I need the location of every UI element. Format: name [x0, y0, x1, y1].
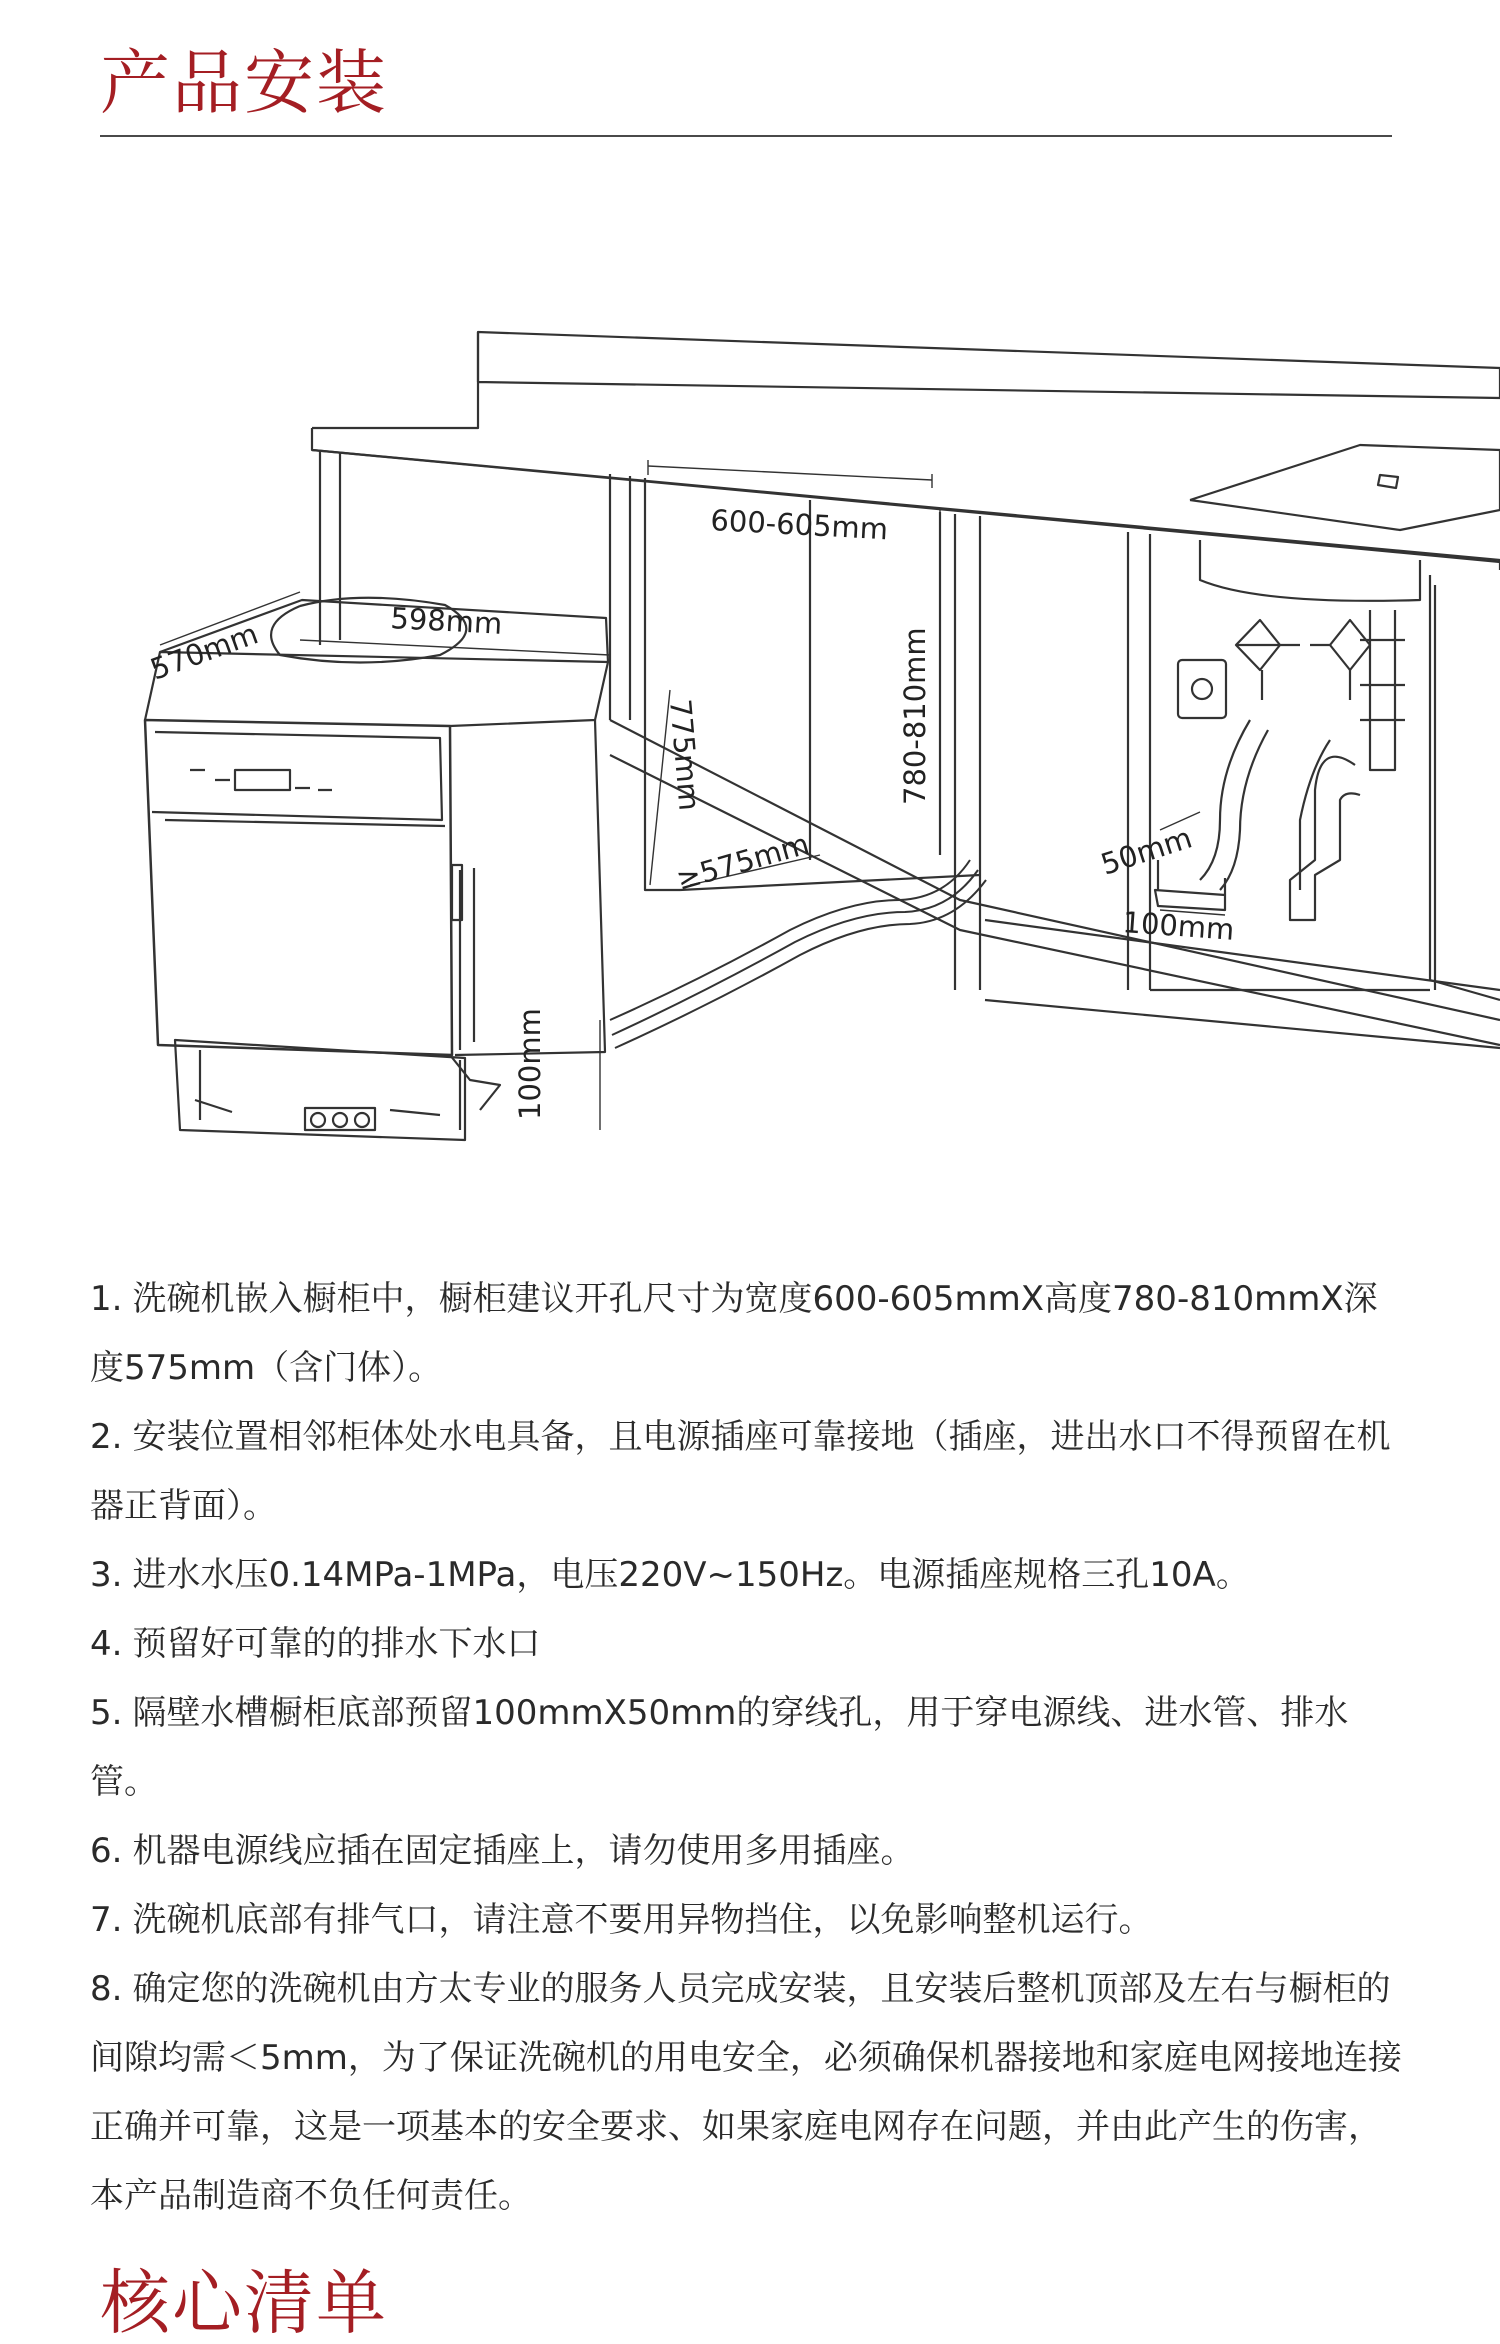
section-title-install: 产品安装	[100, 42, 388, 124]
label-unit-height: 775mm	[663, 697, 707, 813]
drain-pipe	[1290, 610, 1405, 920]
hose	[610, 860, 986, 1048]
item-number: 5.	[90, 1693, 123, 1733]
list-item	[90, 1886, 1410, 1955]
item-number: 6.	[90, 1831, 123, 1871]
label-cutout-width: 600-605mm	[709, 503, 889, 547]
title-divider	[100, 135, 1392, 137]
wall-hole	[1155, 860, 1225, 910]
installation-notes	[90, 1265, 1410, 2231]
label-cutout-depth: ≥575mm	[672, 826, 813, 897]
item-text: 隔壁水槽橱柜底部预留100mmX50mm的穿线孔，用于穿电源线、进水管、排水管。	[90, 1693, 1349, 1802]
list-item	[90, 1679, 1410, 1817]
label-unit-depth: 570mm	[145, 616, 263, 687]
list-item	[90, 1817, 1410, 1886]
label-hole-width: 100mm	[1121, 905, 1236, 947]
item-text: 确定您的洗碗机由方太专业的服务人员完成安装，且安装后整机顶部及左右与橱柜的间隙均需＜5mm，为了保证洗碗机的用电安全，必须确保机器接地和家庭电网接地连接正确并可靠，这是一项基本的安全要求、如果家庭电网存在问题，并由此产生的伤害，本产品制造商不负任何责任。	[90, 1969, 1402, 2216]
sink	[1190, 445, 1500, 601]
item-number: 1.	[90, 1279, 123, 1319]
item-number: 2.	[90, 1417, 123, 1457]
label-cutout-height: 780-810mm	[898, 627, 932, 805]
countertop	[312, 332, 1500, 570]
item-number: 8.	[90, 1969, 123, 2009]
sink-cabinet	[985, 532, 1500, 1048]
section-title-core: 核心清单	[100, 2262, 388, 2344]
wall-fittings	[1178, 620, 1370, 890]
item-number: 7.	[90, 1900, 123, 1940]
item-text: 进水水压0.14MPa-1MPa，电压220V~150Hz。电源插座规格三孔10A。	[132, 1555, 1250, 1595]
installation-diagram	[0, 300, 1500, 1200]
list-item	[90, 1265, 1410, 1403]
item-text: 洗碗机底部有排气口，请注意不要用异物挡住，以免影响整机运行。	[132, 1900, 1153, 1940]
list-item	[90, 1955, 1410, 2231]
item-text: 机器电源线应插在固定插座上，请勿使用多用插座。	[132, 1831, 915, 1871]
item-number: 3.	[90, 1555, 123, 1595]
item-text: 安装位置相邻柜体处水电具备，且电源插座可靠接地（插座，进出水口不得预留在机器正背面）。	[90, 1417, 1391, 1526]
item-text: 洗碗机嵌入橱柜中，橱柜建议开孔尺寸为宽度600-605mmX高度780-810mmX深度575mm（含门体）。	[90, 1279, 1378, 1388]
list-item	[90, 1403, 1410, 1541]
label-unit-width: 598mm	[389, 601, 504, 641]
item-number: 4.	[90, 1624, 123, 1664]
cabinet-cavity	[610, 478, 1500, 1045]
item-text: 预留好可靠的的排水下水口	[132, 1624, 541, 1664]
list-item	[90, 1610, 1410, 1679]
label-hole-height: 50mm	[1096, 820, 1196, 882]
left-cabinet	[320, 450, 630, 720]
list-item	[90, 1541, 1410, 1610]
label-bottom-clearance: 100mm	[513, 1008, 547, 1120]
